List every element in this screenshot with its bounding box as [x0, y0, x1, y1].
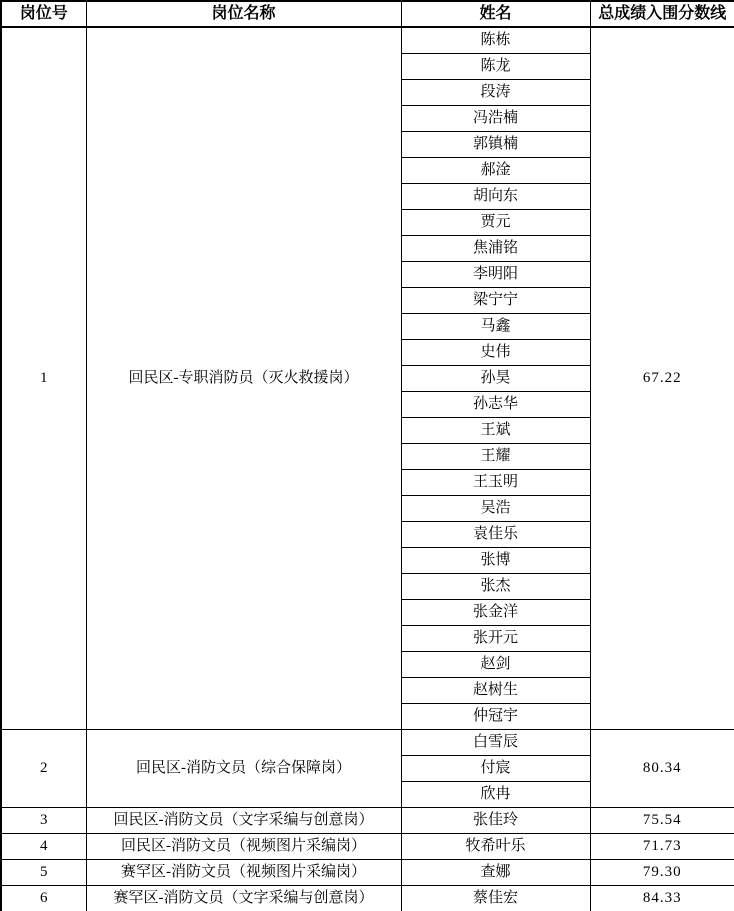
- table-row: [1, 860, 734, 886]
- position-id-cell: 1: [1, 27, 86, 730]
- candidate-name-cell: 胡向东: [401, 184, 590, 210]
- candidate-name-cell: 马鑫: [401, 314, 590, 340]
- candidate-name-cell: 贾元: [401, 210, 590, 236]
- score-cutoff-cell: 67.22: [590, 27, 734, 730]
- candidate-name-cell: 白雪辰: [401, 730, 590, 756]
- candidate-name-cell: 付宸: [401, 756, 590, 782]
- table-row: [1, 886, 734, 911]
- column-header-candidate-name: 姓名: [401, 1, 590, 27]
- position-id-cell: 4: [1, 834, 86, 860]
- candidate-name-cell: 蔡佳宏: [401, 886, 590, 911]
- candidate-name-cell: 张杰: [401, 574, 590, 600]
- table-body: [1, 27, 734, 911]
- score-cutoff-cell: 84.33: [590, 886, 734, 911]
- candidate-name-cell: 赵剑: [401, 652, 590, 678]
- position-id-cell: 5: [1, 860, 86, 886]
- position-id-cell: 2: [1, 730, 86, 808]
- candidate-name-cell: 张开元: [401, 626, 590, 652]
- candidate-name-cell: 赵树生: [401, 678, 590, 704]
- candidate-name-cell: 张佳玲: [401, 808, 590, 834]
- score-cutoff-cell: 80.34: [590, 730, 734, 808]
- candidate-name-cell: 张金洋: [401, 600, 590, 626]
- score-cutoff-cell: 75.54: [590, 808, 734, 834]
- score-cutoff-cell: 71.73: [590, 834, 734, 860]
- candidate-name-cell: 欣冉: [401, 782, 590, 808]
- table-row: [1, 834, 734, 860]
- candidate-name-cell: 王耀: [401, 444, 590, 470]
- candidate-name-cell: 王斌: [401, 418, 590, 444]
- candidate-name-cell: 焦浦铭: [401, 236, 590, 262]
- position-name-cell: 赛罕区-消防文员（文字采编与创意岗）: [86, 886, 401, 911]
- table-header-row: [1, 1, 734, 27]
- position-name-cell: 回民区-消防文员（文字采编与创意岗）: [86, 808, 401, 834]
- position-name-cell: 回民区-消防文员（视频图片采编岗）: [86, 834, 401, 860]
- candidate-name-cell: 吴浩: [401, 496, 590, 522]
- position-id-cell: 3: [1, 808, 86, 834]
- candidate-name-cell: 陈龙: [401, 54, 590, 80]
- candidate-name-cell: 牧希叶乐: [401, 834, 590, 860]
- candidate-name-cell: 袁佳乐: [401, 522, 590, 548]
- candidate-name-cell: 郝淦: [401, 158, 590, 184]
- table-row: [1, 27, 734, 54]
- column-header-position-name: 岗位名称: [86, 1, 401, 27]
- position-name-cell: 回民区-专职消防员（灭火救援岗）: [86, 27, 401, 730]
- candidate-name-cell: 梁宁宁: [401, 288, 590, 314]
- column-header-score-cutoff: 总成绩入围分数线: [590, 1, 734, 27]
- candidate-name-cell: 孙昊: [401, 366, 590, 392]
- candidate-name-cell: 张博: [401, 548, 590, 574]
- position-name-cell: 回民区-消防文员（综合保障岗）: [86, 730, 401, 808]
- candidate-name-cell: 史伟: [401, 340, 590, 366]
- table-row: [1, 808, 734, 834]
- candidate-name-cell: 陈栋: [401, 27, 590, 54]
- position-id-cell: 6: [1, 886, 86, 911]
- score-cutoff-cell: 79.30: [590, 860, 734, 886]
- candidate-name-cell: 段涛: [401, 80, 590, 106]
- candidate-name-cell: 郭镇楠: [401, 132, 590, 158]
- table-row: [1, 730, 734, 756]
- candidate-name-cell: 李明阳: [401, 262, 590, 288]
- candidate-name-cell: 查娜: [401, 860, 590, 886]
- candidate-name-cell: 孙志华: [401, 392, 590, 418]
- position-name-cell: 赛罕区-消防文员（视频图片采编岗）: [86, 860, 401, 886]
- candidate-name-cell: 仲冠宇: [401, 704, 590, 730]
- candidate-name-cell: 王玉明: [401, 470, 590, 496]
- candidate-name-cell: 冯浩楠: [401, 106, 590, 132]
- column-header-position-id: 岗位号: [1, 1, 86, 27]
